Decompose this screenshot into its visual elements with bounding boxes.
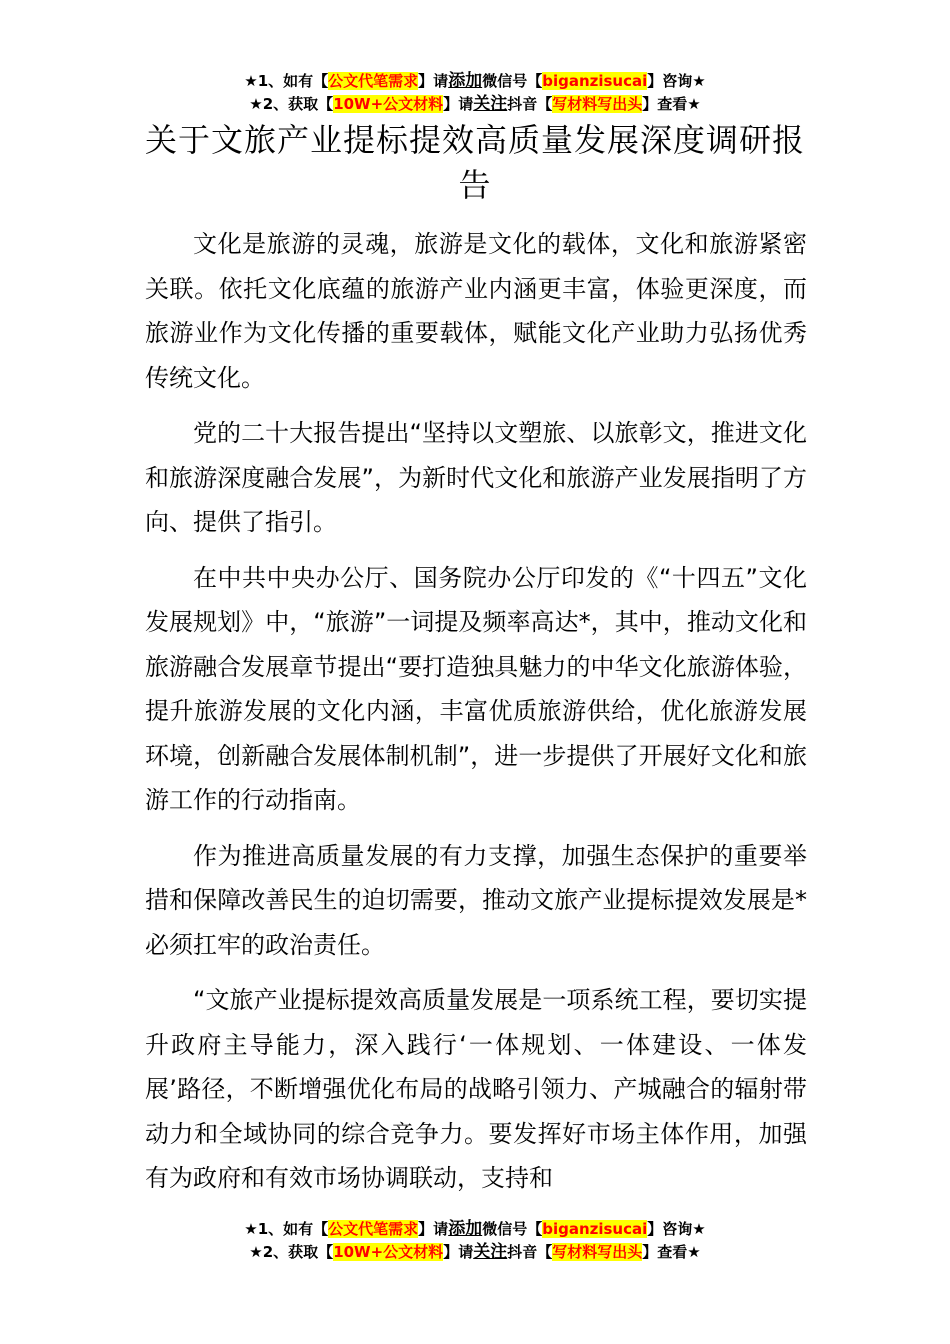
ad-highlight-writing-service: 公文代笔需求 [328, 1220, 419, 1238]
document-body [145, 222, 807, 1212]
ad-highlight-douyin-account: 写材料写出头 [552, 1243, 643, 1261]
header-ad-banner [0, 70, 950, 116]
ad-line-douyin: ★2、获取【10W+公文材料】请关注抖音【写材料写出头】查看★ [249, 94, 701, 114]
ad-highlight-materials: 10W+公文材料 [333, 1243, 444, 1261]
ad-line-wechat: ★1、如有【公文代笔需求】请添加微信号【biganzisucai】咨询★ [244, 71, 706, 91]
ad-line-douyin: ★2、获取【10W+公文材料】请关注抖音【写材料写出头】查看★ [249, 1242, 701, 1262]
ad-highlight-douyin-account: 写材料写出头 [552, 95, 643, 113]
document-title: 关于文旅产业提标提效高质量发展深度调研报告 [144, 121, 805, 204]
ad-highlight-wechat-id: biganzisucai [542, 1220, 648, 1238]
ad-highlight-materials: 10W+公文材料 [333, 95, 444, 113]
body-paragraph: “文旅产业提标提效高质量发展是一项系统工程，要切实提升政府主导能力，深入践行‘一体规划、一体建设、一体发展’路径，不断增强优化布局的战略引领力、产城融合的辐射带动力和全域协同的综合竞争力。要发挥好市场主体作用，加强有为政府和有效市场协调联动，支持和 [145, 986, 807, 1192]
ad-line-wechat: ★1、如有【公文代笔需求】请添加微信号【biganzisucai】咨询★ [244, 1219, 706, 1239]
body-paragraph: 文化是旅游的灵魂，旅游是文化的载体，文化和旅游紧密关联。依托文化底蕴的旅游产业内涵更丰富，体验更深度，而旅游业作为文化传播的重要载体，赋能文化产业助力弘扬优秀传统文化。 [145, 230, 807, 392]
ad-highlight-wechat-id: biganzisucai [542, 72, 648, 90]
ad-highlight-writing-service: 公文代笔需求 [328, 72, 419, 90]
body-paragraph: 在中共中央办公厅、国务院办公厅印发的《“十四五”文化发展规划》中，“旅游”一词提及频率高达*，其中，推动文化和旅游融合发展章节提出“要打造独具魅力的中华文化旅游体验，提升旅游发展的文化内涵，丰富优质旅游供给，优化旅游发展环境，创新融合发展体制机制”，进一步提供了开展好文化和旅游工作的行动指南。 [145, 563, 807, 814]
body-paragraph: 党的二十大报告提出“坚持以文塑旅、以旅彰文，推进文化和旅游深度融合发展”，为新时代文化和旅游产业发展指明了方向、提供了指引。 [145, 419, 807, 536]
body-paragraph: 作为推进高质量发展的有力支撑，加强生态保护的重要举措和保障改善民生的迫切需要，推动文旅产业提标提效发展是*必须扛牢的政治责任。 [145, 841, 807, 959]
footer-ad-banner [0, 1218, 950, 1264]
